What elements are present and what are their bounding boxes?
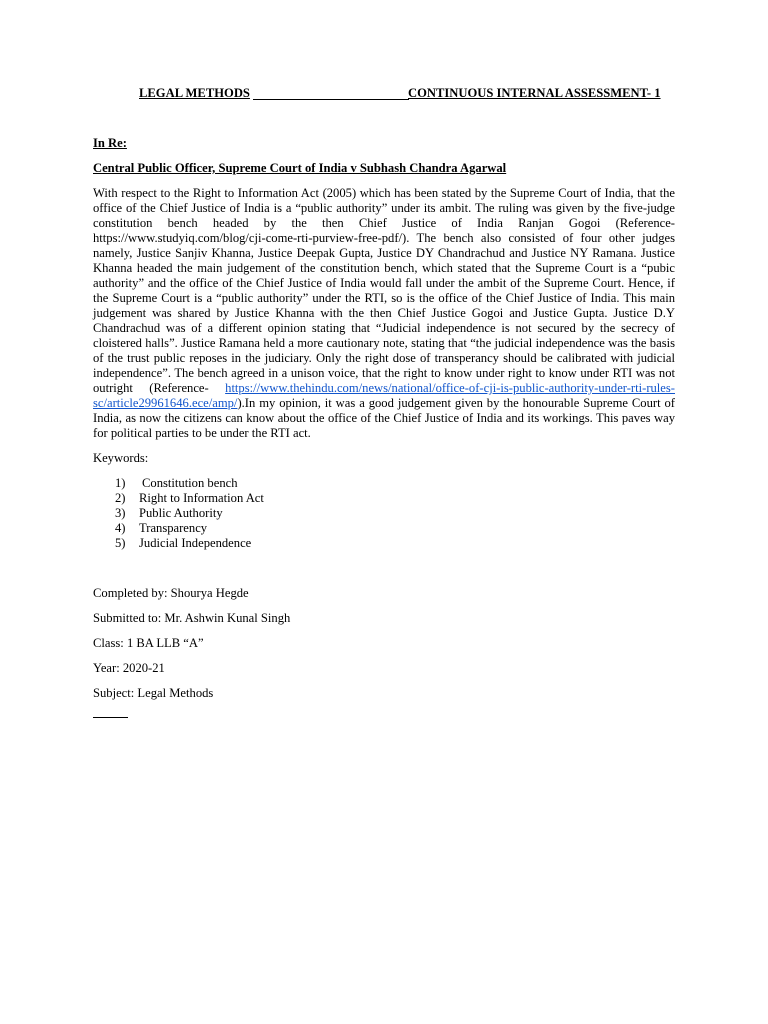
class-info: Class: 1 BA LLB “A”: [93, 636, 204, 650]
list-item: [93, 506, 675, 521]
in-re-heading: In Re:: [93, 136, 127, 150]
body-text-after-link: ).In my opinion, it was a good judgement given by the honourable Supreme Court of India, as now the citizens can know about the office of the Chief Justice of India and its workings. This paves way for political parties to be under the RTI act.: [93, 396, 675, 440]
list-item-text: Transparency: [139, 521, 208, 535]
case-title: Central Public Officer, Supreme Court of India v Subhash Chandra Agarwal: [93, 161, 507, 175]
list-item-number: 4): [115, 521, 126, 535]
list-item-text: Right to Information Act: [139, 491, 264, 505]
header-assessment-title: CONTINUOUS INTERNAL ASSESSMENT- 1: [408, 86, 661, 100]
list-item-number: 2): [115, 491, 126, 505]
keywords-list: [93, 476, 675, 551]
list-item-number: 3): [115, 506, 126, 520]
submitted-to: Submitted to: Mr. Ashwin Kunal Singh: [93, 611, 291, 625]
list-item: [93, 491, 675, 506]
body-paragraph: [93, 186, 675, 441]
header-course-title: LEGAL METHODS: [139, 86, 250, 100]
header-underline-gap: [253, 99, 409, 100]
document-page: [93, 86, 675, 718]
completed-by: Completed by: Shourya Hegde: [93, 586, 249, 600]
subject-info: Subject: Legal Methods: [93, 686, 214, 700]
document-header: [93, 86, 675, 102]
list-item-text: Public Authority: [139, 506, 223, 520]
list-item-text: Judicial Independence: [139, 536, 252, 550]
list-item: [93, 536, 675, 551]
body-text-before-link: With respect to the Right to Information Act (2005) which has been stated by the Supreme Court of India, that the office of the Chief Justice of India is a “public authority” under its ambit. The ruling was given by the five-judge constitution bench headed by the then Chief Justice of India Ranjan Gogoi (Reference-https://www.studyiq.com/blog/cji-come-rti-purview-free-pdf/). The bench also consisted of four other judges namely, Justice Sanjiv Khanna, Justice Deepak Gupta, Justice DY Chandrachud and Justice NY Ramana. Justice Khanna headed the main judgement of the constitution bench, which stated that the Supreme Court is a “pubic authority” and the office of the Chief Justice of India would fall under the ambit of the Supreme Court. Hence, if the Supreme Court is a “public authority” under the RTI, so is the office of the Chief Justice of India. This main judgement was shared by Justice Khanna with the then Chief Justice Gogoi and Justice Gupta. Justice D.Y Chandrachud was of a different opinion stating that “Judicial independence is not secured by the secrecy of cloistered halls”. Justice Ramana held a more cautionary note, stating that “the judicial independence was the basis of the trust public reposes in the judiciary. Only the right dose of transperancy should be calibrated with judicial independence”. The bench agreed in a unison voice, that the right to know under right to know under RTI was not outright (Reference-: [93, 186, 675, 395]
list-item: [93, 476, 675, 491]
list-item-number: 1): [115, 476, 126, 490]
keywords-label: Keywords:: [93, 451, 149, 465]
reference-link[interactable]: https://www.thehindu.com/news/national/office-of-cji-is-public-authority-under-rti-rules-sc/article29961646.ece/amp/: [93, 381, 675, 410]
closing-rule: [93, 717, 128, 718]
list-item-text: Constitution bench: [142, 476, 238, 490]
year-info: Year: 2020-21: [93, 661, 165, 675]
list-item-number: 5): [115, 536, 126, 550]
list-item: [93, 521, 675, 536]
